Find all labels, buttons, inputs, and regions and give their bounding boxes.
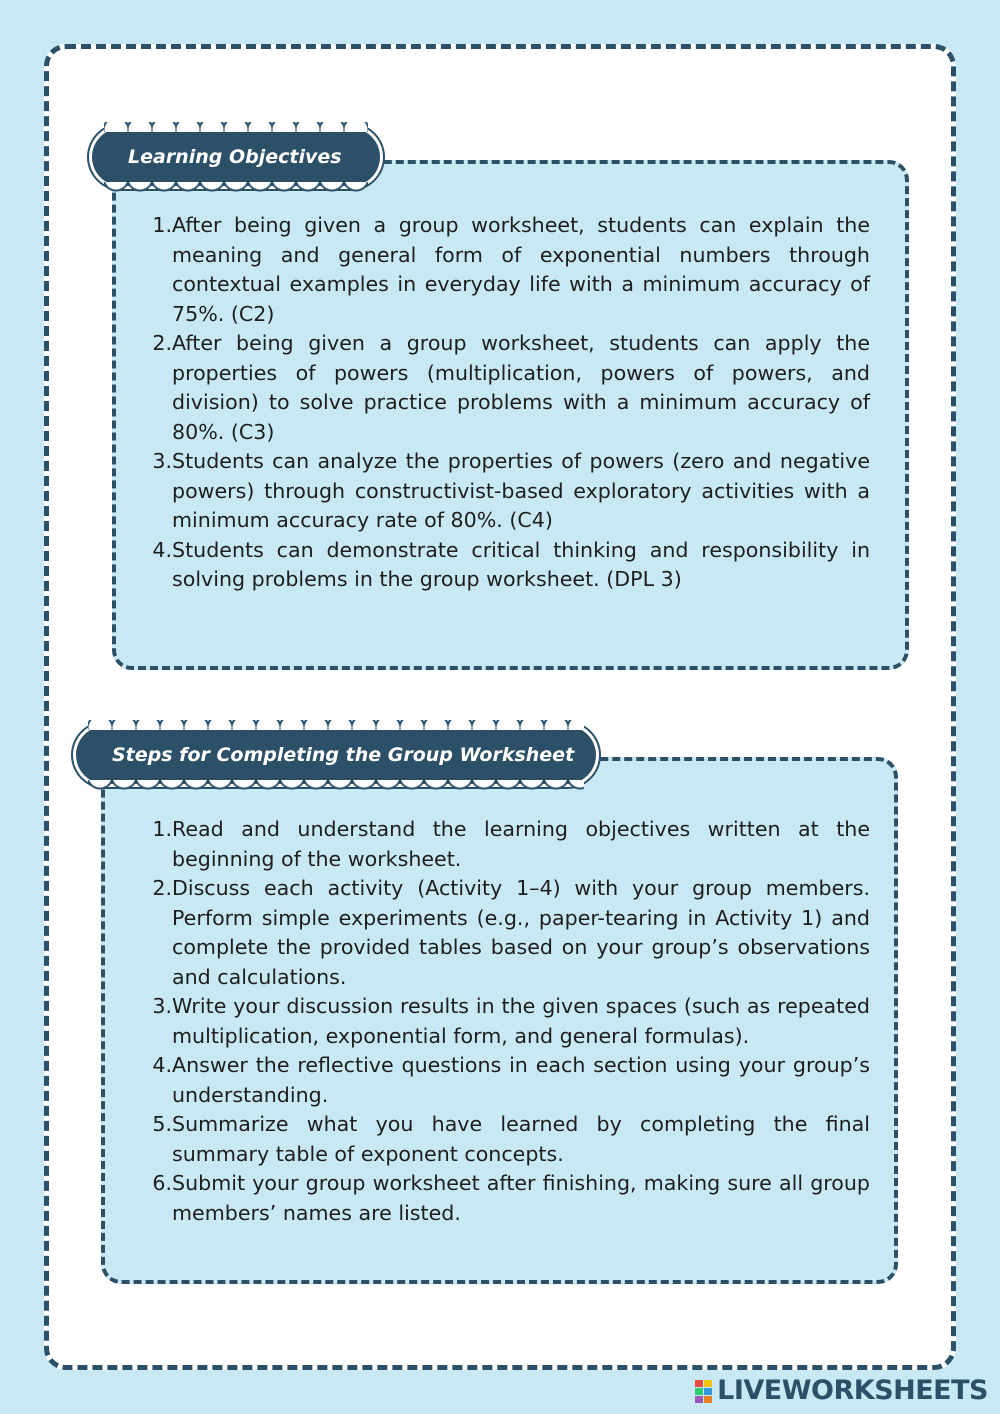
learning-objectives-list	[148, 211, 870, 595]
list-item: 6. Submit your group worksheet after finishing, making sure all group members’ names are listed.	[152, 1171, 870, 1225]
learning-objectives-title	[92, 128, 380, 186]
list-item: 4. Students can demonstrate critical thinking and responsibility in solving problems in the group worksheet. (DPL 3)	[152, 537, 870, 591]
liveworksheets-logo-icon	[695, 1378, 715, 1404]
list-item: 1. After being given a group worksheet, students can explain the meaning and general form of exponential numbers through contextual examples in everyday life with a minimum accuracy of 75%. (C2)	[152, 213, 870, 326]
liveworksheets-logo-text: LIVEWORKSHEETS	[717, 1375, 988, 1406]
list-item: 5. Summarize what you have learned by completing the final summary table of exponent concepts.	[152, 1112, 870, 1166]
learning-objectives-title-text: Learning Objectives	[128, 146, 342, 168]
list-item: 1. Read and understand the learning objectives written at the beginning of the worksheet.	[152, 817, 870, 871]
steps-title-text: Steps for Completing the Group Worksheet	[112, 744, 575, 766]
list-item: 2. After being given a group worksheet, students can apply the properties of powers (multiplication, powers of powers, and division) to solve practice problems with a minimum accuracy of 80%. (C3)	[152, 331, 870, 444]
liveworksheets-logo[interactable]	[695, 1375, 988, 1406]
list-item: 3. Write your discussion results in the given spaces (such as repeated multiplication, exponential form, and general formulas).	[152, 994, 870, 1048]
steps-title	[76, 726, 596, 784]
list-item: 2. Discuss each activity (Activity 1–4) with your group members. Perform simple experiments (e.g., paper-tearing in Activity 1) and complete the provided tables based on your group’s observations and calculations.	[152, 876, 870, 989]
list-item: 3. Students can analyze the properties of powers (zero and negative powers) through constructivist-based exploratory activities with a minimum accuracy rate of 80%. (C4)	[152, 449, 870, 532]
list-item: 4. Answer the reflective questions in each section using your group’s understanding.	[152, 1053, 870, 1107]
steps-list	[148, 815, 870, 1228]
